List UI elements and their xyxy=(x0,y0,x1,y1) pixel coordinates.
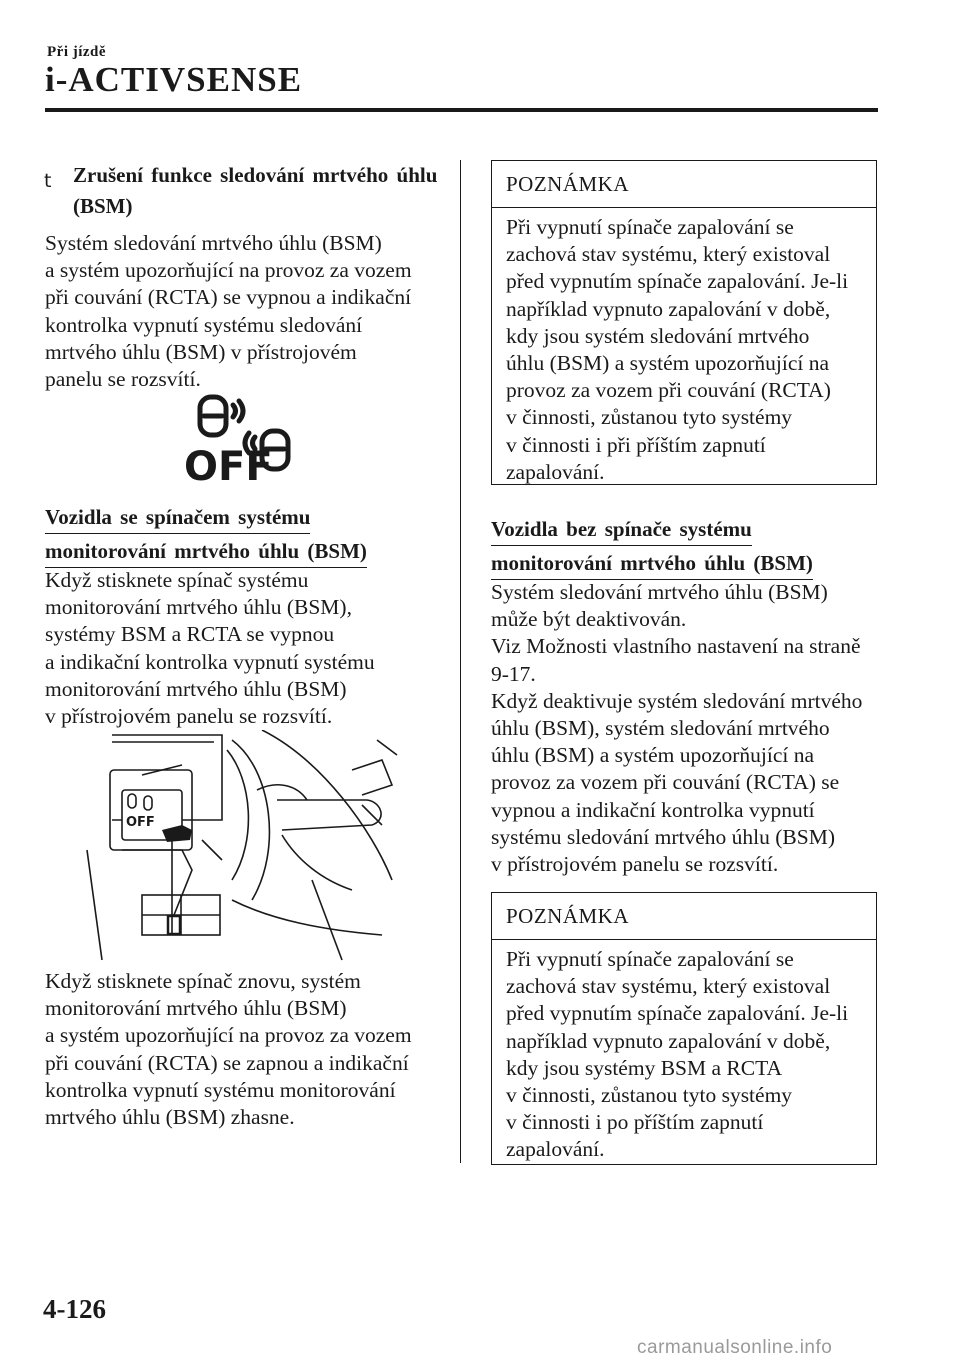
title-rule xyxy=(45,108,878,112)
switch-press-again-paragraph: Když stisknete spínač znovu, systém monitorování mrtvého úhlu (BSM) a systém upozorňující na provoz za vozem při couvání (RCTA) se zapnou a indikační kontrolka vypnutí systému monitorování mrtvého úhlu (BSM) zhasne. xyxy=(45,969,412,1130)
heading-without-switch-line1: Vozidla bez spínače systému xyxy=(491,514,752,546)
heading-with-switch-line2: monitorování mrtvého úhlu (BSM) xyxy=(45,536,367,568)
section-label: Při jízdě xyxy=(47,44,107,60)
heading-with-switch-line1: Vozidla se spínačem systému xyxy=(45,502,310,534)
bsm-off-indicator-icon xyxy=(180,391,300,483)
page-number: 4-126 xyxy=(43,1294,106,1324)
illustration-off-label: OFF xyxy=(126,815,155,830)
note-1-title: POZNÁMKA xyxy=(492,161,876,208)
column-divider xyxy=(460,160,461,1163)
heading-with-switch xyxy=(45,502,367,570)
switch-press-paragraph: Když stisknete spínač systému monitorování mrtvého úhlu (BSM), systémy BSM a RCTA se vypnou a indikační kontrolka vypnutí systému monitorování mrtvého úhlu (BSM) v přístrojovém panelu se rozsvítí. xyxy=(45,568,375,729)
deactivation-paragraph: Systém sledování mrtvého úhlu (BSM) může být deaktivován. Viz Možnosti vlastního nastavení na straně 9-17. Když deaktivuje systém sledování mrtvého úhlu (BSM), systém sledování mrtvého úhlu (BSM) a systém upozorňující na provoz za vozem při couvání (RCTA) se vypnou a indikační kontrolka vypnutí systému sledování mrtvého úhlu (BSM) v přístrojovém panelu se rozsvítí. xyxy=(491,580,863,877)
subheading-cancel-bsm: Zrušení funkce sledování mrtvého úhlu (BSM) xyxy=(73,163,438,218)
watermark: carmanualsonline.info xyxy=(637,1337,833,1358)
note-2-body: Při vypnutí spínače zapalování se zachová stav systému, který existoval před vypnutím spínače zapalování. Je-li například vypnuto zapalování v době, kdy jsou systémy BSM a RCTA v činnosti, zůstanou tyto systémy v činnosti i po příštím zapnutí zapalování. xyxy=(506,947,849,1162)
page-title: i-ACTIVSENSE xyxy=(45,60,303,99)
dashboard-switch-illustration xyxy=(82,730,404,962)
note-box-1 xyxy=(491,160,877,485)
note-2-title: POZNÁMKA xyxy=(492,893,876,940)
bsm-icon-off-label: OFF xyxy=(184,444,273,483)
note-box-2 xyxy=(491,892,877,1165)
heading-without-switch xyxy=(491,514,813,582)
note-1-body: Při vypnutí spínače zapalování se zachová stav systému, který existoval před vypnutím spínače zapalování. Je-li například vypnuto zapalování v době, kdy jsou systém sledování mrtvého úhlu (BSM) a systém upozorňující na provoz za vozem při couvání (RCTA) v činnosti, zůstanou tyto systémy v činnosti i při příštím zapnutí zapalování. xyxy=(506,215,849,484)
bullet-icon: t xyxy=(44,170,52,192)
intro-paragraph: Systém sledování mrtvého úhlu (BSM) a systém upozorňující na provoz za vozem při couvání (RCTA) se vypnou a indikační kontrolka vypnutí systému sledování mrtvého úhlu (BSM) v přístrojovém panelu se rozsvítí. xyxy=(45,231,412,392)
heading-without-switch-line2: monitorování mrtvého úhlu (BSM) xyxy=(491,548,813,580)
